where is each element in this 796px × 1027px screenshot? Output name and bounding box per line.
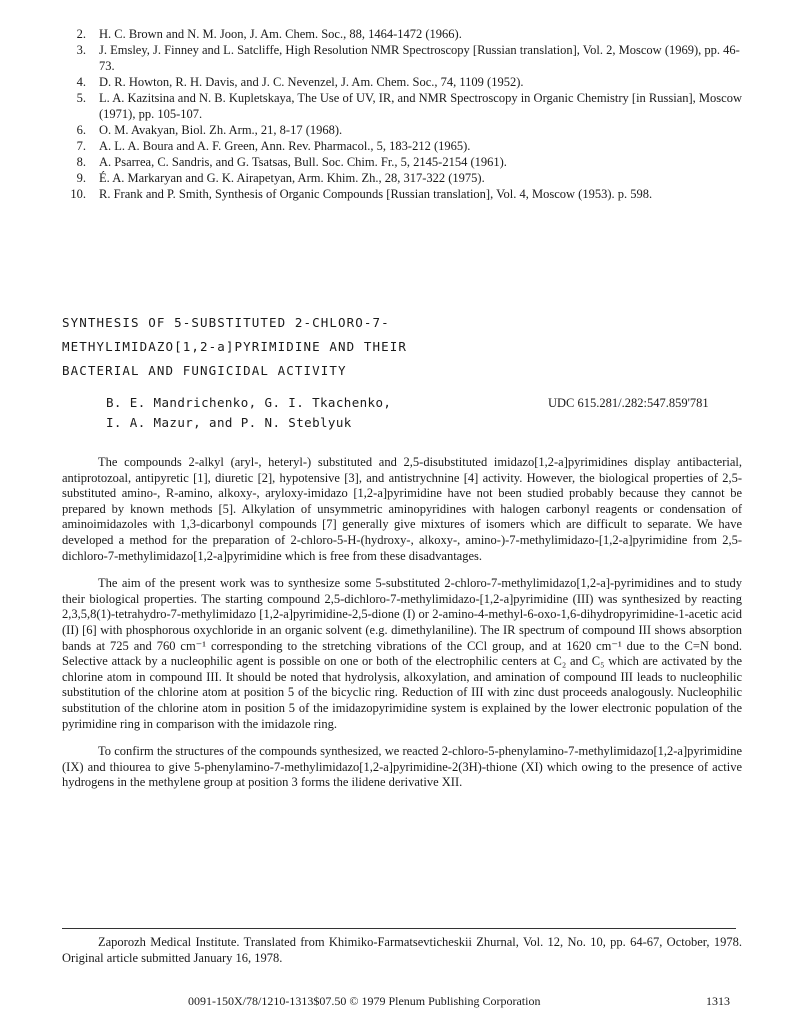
reference-item	[62, 186, 752, 202]
body-paragraph: The compounds 2-alkyl (aryl-, heteryl-) substituted and 2,5-disubstituted imidazo[1,2-a]pyrimidines display antibacterial, antiprotozoal, antipyretic [1], diuretic [2], hypotensive [3], and antistrychnine [4] activity. However, the biological properties of 2,5-substituted amino-, R-amino, alkoxy-, aryloxy-imidazo [1,2-a]pyrimidine have not been studied probably because they cannot be prepared by known methods [5]. Alkylation of unsymmetric aminopyridines with halogen carbonyl reagents or condensation of aminoimidazoles with 1,3-dicarbonyl compounds [7] generally give mixtures of isomers which are difficult to separate. We have developed a method for the preparation of 2-chloro-5-H-(hydroxy-, alkoxy-, amino-)-7-methylimidazo-[1,2-a]pyrimidine from 2,5-dichloro-7-methylimidazo[1,2-a]pyrimidine which is free from these disadvantages.	[62, 455, 742, 563]
reference-number: 7.	[76, 139, 86, 153]
reference-number: 9.	[76, 171, 86, 185]
reference-number: 5.	[76, 91, 86, 105]
reference-text: R. Frank and P. Smith, Synthesis of Organic Compounds [Russian translation], Vol. 4, Moscow (1953). p. 598.	[99, 187, 653, 201]
reference-text: H. C. Brown and N. M. Joon, J. Am. Chem. Soc., 88, 1464-1472 (1966).	[99, 27, 462, 41]
reference-text: D. R. Howton, R. H. Davis, and J. C. Nevenzel, J. Am. Chem. Soc., 74, 1109 (1952).	[99, 75, 524, 89]
article-body	[62, 455, 742, 803]
body-paragraph: The aim of the present work was to synthesize some 5-substituted 2-chloro-7-methylimidazo[1,2-a]-pyrimidines and to study their biological properties. The starting compound 2,5-dichloro-7-methylimidazo-[1,2-a]pyrimidine (III) was synthesized by reacting 2,3,5,8(1)-tetrahydro-7-methylimidazo [1,2-a]pyrimidine-2,5-dione (I) or 2-amino-4-methyl-6-oxo-1,6-dihydropyrimidine-1-acetic acid (II) [6] with phosphorous oxychloride in an organic solvent (e.g. dimethylaniline). The IR spectrum of compound III shows absorption bands at 725 and 760 cm⁻¹ corresponding to the stretching vibrations of the CCl group, and at 1620 cm⁻¹ due to the C=N bond. Selective attack by a nucleophilic agent is possible on one or both of the electrophilic centers at C₂ and C₅ which are activated by the chlorine atom in compound III. It should be noted that hydrolysis, alkoxylation, and amination of compound III leads to nucleophilic substitution of the chlorine atom at position 5 of the bicyclic ring. Reduction of III with zinc dust proceeds analogously. Nucleophilic substitution of the chlorine atom in position 5 of the imidazopyrimidine system is explained by the lower electronic population of the pyrimidine ring in comparison with the imidazole ring.	[62, 576, 742, 731]
reference-number: 2.	[76, 27, 86, 41]
footnote-divider	[62, 928, 736, 929]
reference-item	[62, 122, 752, 138]
reference-text: J. Emsley, J. Finney and L. Satcliffe, High Resolution NMR Spectroscopy [Russian translation], Vol. 2, Moscow (1969), pp. 46-73.	[99, 43, 740, 73]
reference-item	[62, 74, 752, 90]
author-list	[106, 393, 391, 433]
reference-number: 6.	[76, 123, 86, 137]
article-title	[62, 311, 702, 383]
reference-number: 4.	[76, 75, 86, 89]
reference-number: 8.	[76, 155, 86, 169]
author-line: B. E. Mandrichenko, G. I. Tkachenko,	[106, 395, 392, 410]
copyright-line: 0091-150X/78/1210-1313$07.50 © 1979 Plenum Publishing Corporation	[188, 994, 541, 1008]
reference-item	[62, 90, 752, 122]
affiliation-footnote: Zaporozh Medical Institute. Translated from Khimiko-Farmatsevticheskii Zhurnal, Vol. 12, No. 10, pp. 64-67, October, 1978. Original article submitted January 16, 1978.	[62, 935, 742, 965]
reference-item	[62, 26, 752, 42]
reference-text: A. Psarrea, C. Sandris, and G. Tsatsas, Bull. Soc. Chim. Fr., 5, 2145-2154 (1961).	[99, 155, 507, 169]
reference-item	[62, 138, 752, 154]
reference-text: O. M. Avakyan, Biol. Zh. Arm., 21, 8-17 (1968).	[99, 123, 343, 137]
reference-text: L. A. Kazitsina and N. B. Kupletskaya, The Use of UV, IR, and NMR Spectroscopy in Organic Chemistry [in Russian], Moscow (1971), pp. 105-107.	[99, 91, 742, 121]
body-paragraph: To confirm the structures of the compounds synthesized, we reacted 2-chloro-5-phenylamino-7-methylimidazo[1,2-a]pyrimidine (IX) and thiourea to give 5-phenylamino-7-methylimidazo[1,2-a]pyrimidine-2(3H)-thione (XI) which owing to the presence of active hydrogens in the methylene group at position 3 forms the ilidene derivative XII.	[62, 744, 742, 790]
title-line: METHYLIMIDAZO[1,2-a]PYRIMIDINE AND THEIR	[62, 339, 408, 354]
reference-number: 3.	[76, 43, 86, 57]
reference-list	[62, 26, 752, 202]
reference-text: A. L. A. Boura and A. F. Green, Ann. Rev. Pharmacol., 5, 183-212 (1965).	[99, 139, 471, 153]
udc-code: UDC 615.281/.282:547.859'781	[548, 396, 709, 410]
author-line: I. A. Mazur, and P. N. Steblyuk	[106, 415, 352, 430]
reference-item	[62, 154, 752, 170]
reference-item	[62, 170, 752, 186]
title-line: SYNTHESIS OF 5-SUBSTITUTED 2-CHLORO-7-	[62, 315, 390, 330]
page-number: 1313	[706, 994, 730, 1008]
reference-item	[62, 42, 752, 74]
title-line: BACTERIAL AND FUNGICIDAL ACTIVITY	[62, 363, 347, 378]
reference-number: 10.	[70, 187, 86, 201]
reference-text: É. A. Markaryan and G. K. Airapetyan, Arm. Khim. Zh., 28, 317-322 (1975).	[99, 171, 485, 185]
